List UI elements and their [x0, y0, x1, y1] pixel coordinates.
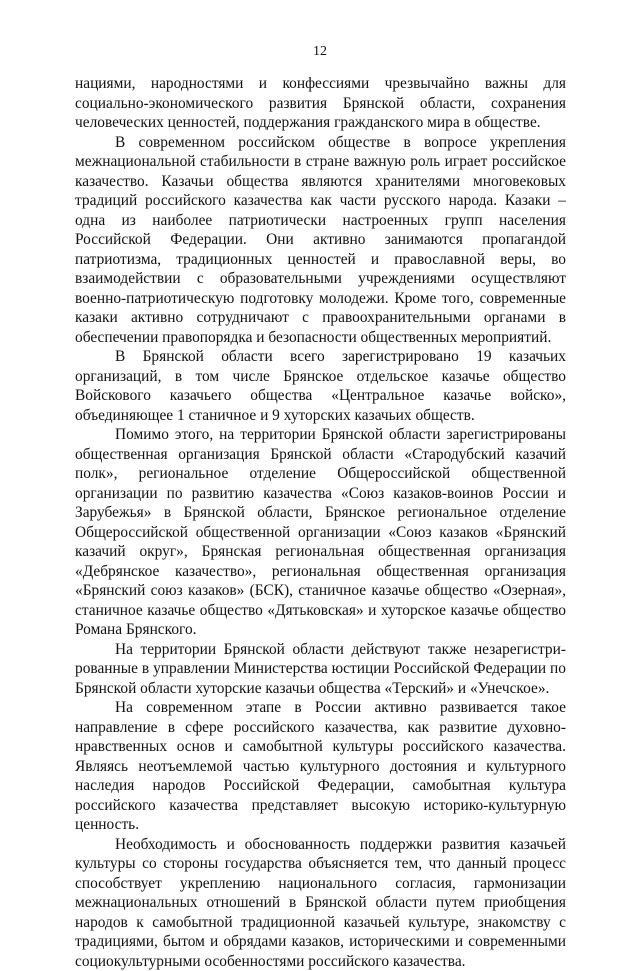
paragraph-state-support: Необходимость и обоснованность поддержки развития казачьей культуры со стороны государства объясняется тем, что данный процесс способствует укреплению национального согласия, гармонизации межнациональных отношений в Брянской области путем приобщения народов к самобытной традиционной казачьей культуре, знакомству с традициями, бытом и обрядами казаков, историческими и современными социокультурными особенностями российского казачества.: [75, 835, 566, 971]
document-body: [75, 74, 566, 971]
paragraph-continuation: нациями, народностями и конфессиями чрезвычайно важны для социально-экономического развития Брянской области, сохранения человеческих ценностей, поддержания гражданского мира в обществе.: [75, 74, 566, 133]
paragraph-other-organizations: Помимо этого, на территории Брянской области зарегистрированы общественная организация Брянской области «Стародубский казачий полк», региональное отделение Общероссийской общественной организации по развитию казачества «Союз казаков-воинов России и Зарубежья» в Брянской области, Брянское региональное отделение Общероссийской общественной организации «Союз казаков «Брянский казачий округ», Брянская региональная общественная организация «Дебрянское казачество», региональная общественная организация «Брянский союз казаков» (БСК), станичное казачье общество «Озерная», станичное казачье общество «Дятьковская» и хуторское казачье общество Романа Брянского.: [75, 425, 566, 640]
paragraph-cultural-direction: На современном этапе в России активно развивается такое направление в сфере российского казачества, как развитие духовно-нравственных основ и самобытной культуры российского казачества. Являясь неотъемлемой частью культурного достояния и культурного наследия народов Российской Федерации, самобытная культура российского казачества представляет высокую историко-культурную ценность.: [75, 698, 566, 835]
page-number: 12: [0, 44, 640, 60]
paragraph-unregistered-societies: На территории Брянской области действуют также незарегистрированные в управлении Министерства юстиции Российской Федерации по Брянской области хуторские казачьи общества «Терский» и «Унечское».: [75, 640, 566, 699]
paragraph-registered-organizations: В Брянской области всего зарегистрировано 19 казачьих организаций, в том числе Брянское отдельское казачье общество Войскового казачьего общества «Центральное казачье войско», объединяющее 1 станичное и 9 хуторских казачьих обществ.: [75, 347, 566, 425]
paragraph-cossack-role: В современном российском обществе в вопросе укрепления межнациональной стабильности в стране важную роль играет российское казачество. Казачьи общества являются хранителями многовековых традиций российского казачества как части русского народа. Казаки – одна из наиболее патриотически настроенных групп населения Российской Федерации. Они активно занимаются пропагандой патриотизма, традиционных ценностей и православной веры, во взаимодействии с образовательными учреждениями осуществляют военно-патриотическую подготовку молодежи. Кроме того, современные казаки активно сотрудничают с правоохранительными органами в обеспечении правопорядка и безопасности общественных мероприятий.: [75, 133, 566, 348]
